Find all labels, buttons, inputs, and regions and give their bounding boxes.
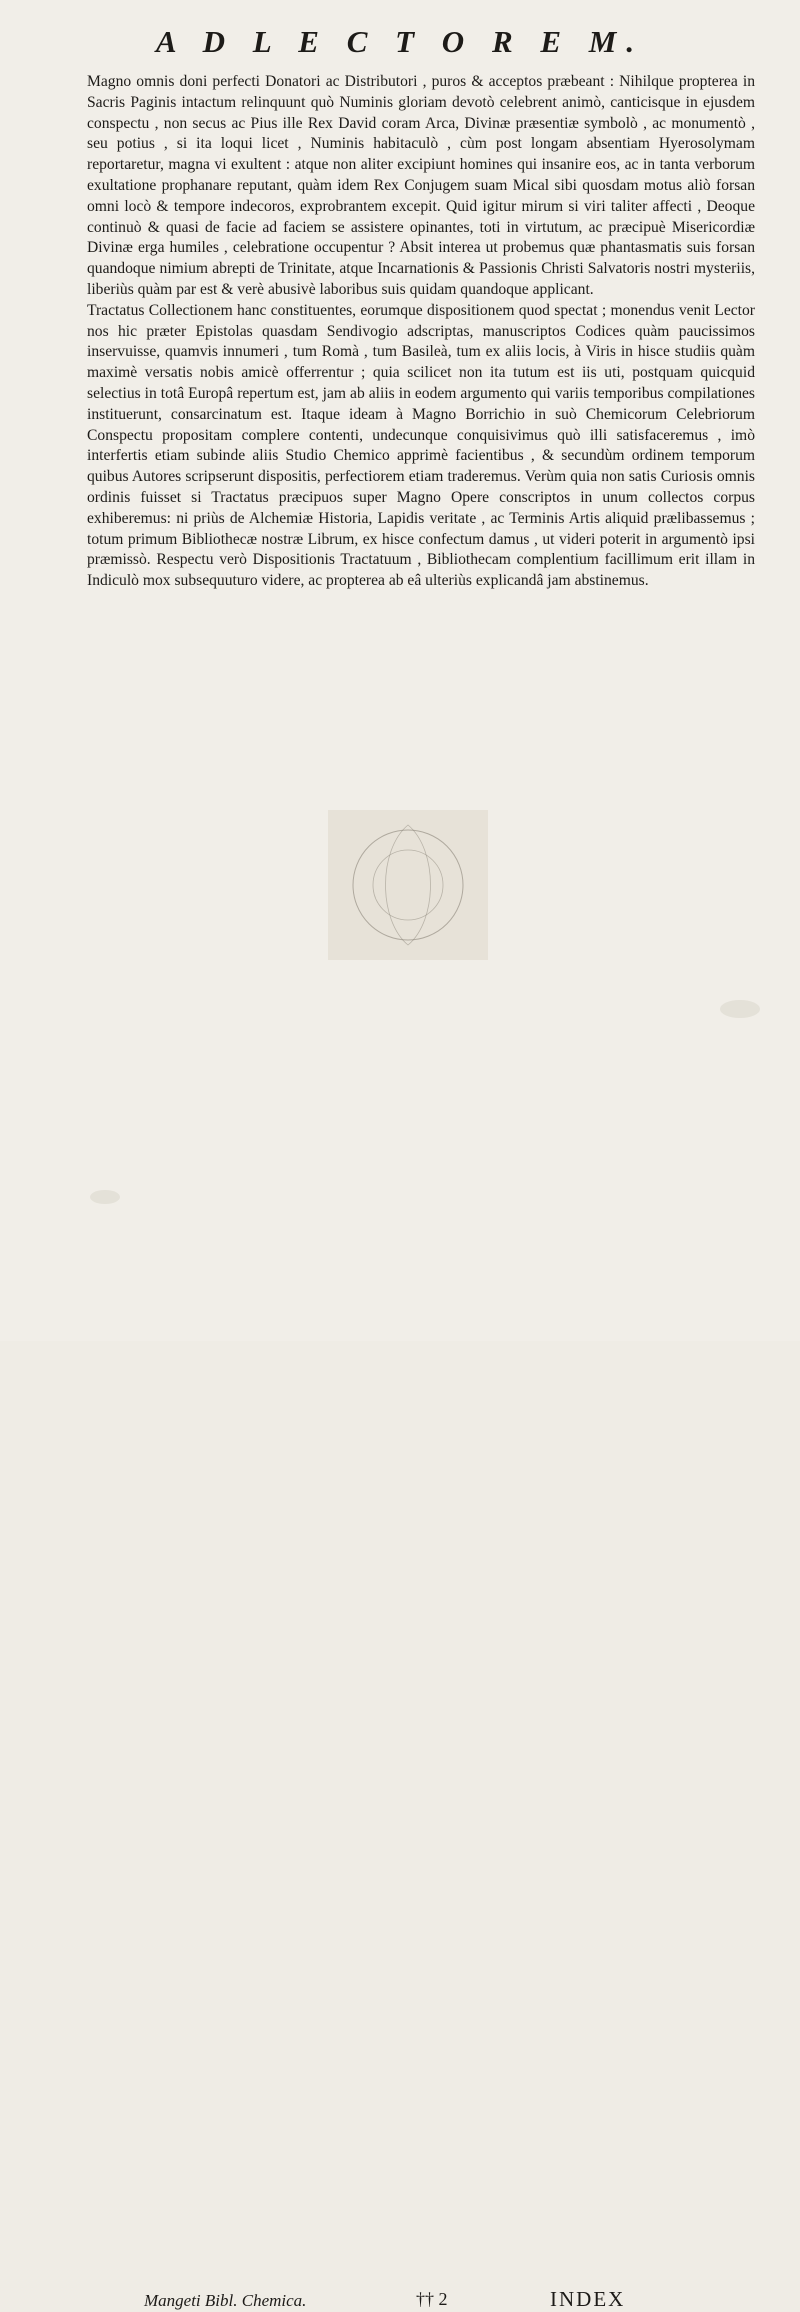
paragraph-2: Tractatus Collectionem hanc constituentes, eorumque dispositionem quod spectat ; monendus venit Lector nos hic præter Epistolas quasdam Sendivogio adscriptas, manuscriptos Codices quàm paucissimos inservuisse, quamvis innumeri , tum Romà , tum Basileà, tum ex aliis locis, à Viris in hisce studiis quàm maximè versatis nobis amicè offerrentur ; quia scilicet non ita tutum est iis uti, postquam quicquid selectius in totâ Europâ repertum est, jam ab aliis in eodem argumento qui variis temporibus compilationes instituerunt, consarcinatum est. Itaque ideam à Magno Borrichio in suò Chemicorum Celebriorum Conspectu propositam complere contenti, undecunque conquisivimus quò illi satisfaceremus , imò interfertis etiam subinde aliis Studio Chemico apprimè facientibus , & secundùm ordinem temporum quibus Autores scripserunt dispositis, perfectiorem etiam traderemus. Verùm quia non satis Curiosis omnis ordinis fuisset si Tractatus præcipuos super Magno Opere conscriptos in unum collectos corpus exhiberemus: ni priùs de Alchemiæ Historia, Lapidis veritate , ac Terminis Artis aliquid prælibassemus ; totum primum Bibliothecæ nostræ Librum, ex hisce confectum damus , ut videri poterit in argumentò ipsi præmissò. Respectu verò Dispositionis Tractatuum , Bibliothecam complentium facillimum erit illam in Indiculò mox subsequuturo videre, ac propterea ab eâ ulteriùs explicandâ jam abstinemus.	[87, 301, 755, 590]
printers-ornament-woodcut	[258, 770, 558, 1000]
paragraph-1: Magno omnis doni perfecti Donatori ac Distributori , puros & acceptos præbeant : Nihilque propterea in Sacris Paginis intactum relinquunt quò Numinis gloriam devotò celebrent animò, canticisque in ejusdem conspectu , non secus ac Pius ille Rex David coram Arca, Divinæ præsentiæ symbolò , ac monumentò , seu potius , si ita loqui licet , Numinis habitaculò , cùm post longam absentiam Hyerosolymam reportaretur, magna vi exultent : atque non aliter excipiunt homines qui insanire eos, ac in tanta verborum exultatione prophanare reputant, quàm idem Rex Conjugem suam Mical sibi quosdam motus aliò forsan omni locò & tempore indecoros, exprobrantem excepit. Quid igitur mirum si viri taliter affecti , Deoque continuò & quasi de facie ad faciem se assistere opinantes, toti in virtutum, ac præcipuè Misericordiæ Divinæ erga humiles , celebratione occupentur ? Absit interea ut probemus quæ phantasmatis suis forsan quandoque nimium abrepti de Trinitate, atque Incarnationis & Passionis Christi Salvatoris nostri mysteriis, liberiùs quàm par est & verè abusivè laboribus suis quidam quandoque applicant.	[87, 73, 755, 298]
signature-mark: †† 2	[416, 2289, 448, 2309]
page-footer	[0, 1145, 800, 2311]
body-text	[87, 72, 755, 592]
page-header-title: A D L E C T O R E M.	[155, 24, 645, 59]
running-title: Mangeti Bibl. Chemica.	[144, 2291, 307, 2310]
catchword: INDEX	[550, 2287, 626, 2311]
